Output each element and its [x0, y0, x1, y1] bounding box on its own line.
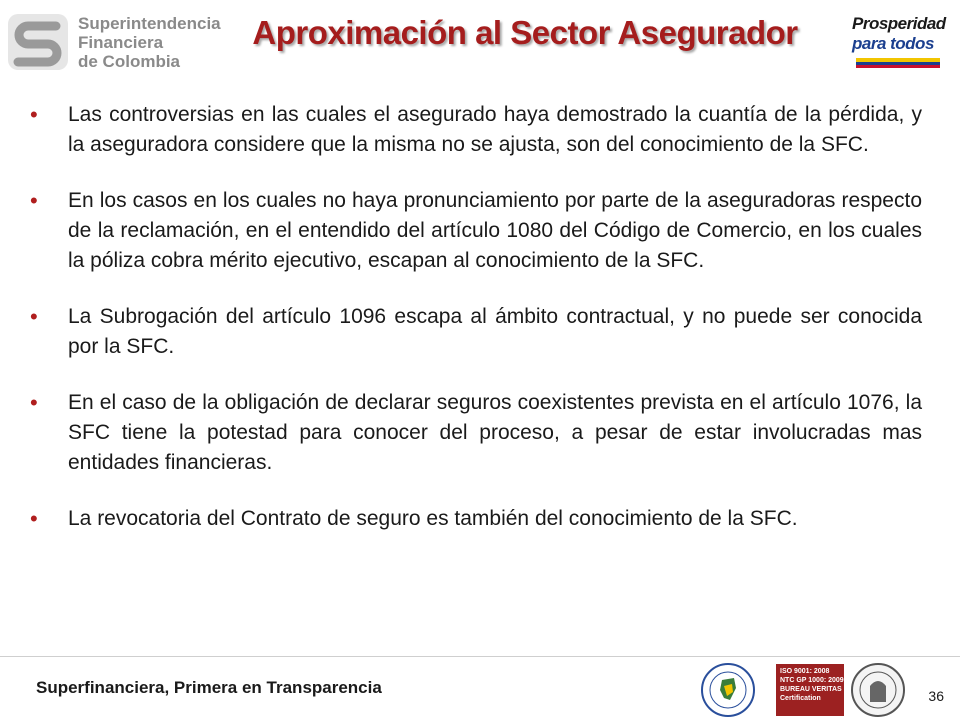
- prosperidad-logo: [850, 6, 946, 76]
- footer-divider: [0, 656, 960, 657]
- sfc-logo-line1: Superintendencia: [78, 14, 221, 33]
- sfc-logo-line3: de Colombia: [78, 52, 181, 71]
- prosperidad-logo-line1: Prosperidad: [852, 14, 946, 33]
- bullet-dot-icon: •: [30, 188, 38, 213]
- cert-line3: BUREAU VERITAS: [780, 686, 842, 693]
- sfc-logo-line2: Financiera: [78, 33, 164, 52]
- cert-line2: NTC GP 1000: 2009: [780, 677, 844, 684]
- bullet-dot-icon: •: [30, 304, 38, 329]
- colombia-flag-stripes-icon: [856, 58, 940, 68]
- iso-certification-badge: [776, 664, 844, 716]
- cert-line4: Certification: [780, 695, 821, 702]
- bullet-item: [30, 388, 922, 478]
- bullet-text: En los casos en los cuales no haya pronunciamiento por parte de la aseguradoras respecto de la reclamación, en el entendido del artículo 1080 del Código de Comercio, en los cuales la póliza cobra mérito ejecutivo, escapan al conocimiento de la SFC.: [68, 189, 922, 272]
- bullet-text: Las controversias en las cuales el asegurado haya demostrado la cuantía de la pérdida, y la aseguradora considere que la misma no se ajusta, son del conocimiento de la SFC.: [68, 103, 922, 156]
- bullet-text: En el caso de la obligación de declarar seguros coexistentes prevista en el artículo 1076, la SFC tiene la potestad para conocer del proceso, a pesar de estar involucradas mas entidades financieras.: [68, 391, 922, 474]
- bullet-item: [30, 186, 922, 276]
- slide-title: Aproximación al Sector Asegurador: [252, 14, 798, 51]
- bullet-item: [30, 504, 922, 534]
- sfc-logo-text: [78, 14, 221, 71]
- bullet-dot-icon: •: [30, 102, 38, 127]
- bullet-item: [30, 302, 922, 362]
- bullet-list: [30, 100, 922, 534]
- bullet-dot-icon: •: [30, 506, 38, 531]
- footer-tagline: Superfinanciera, Primera en Transparencia: [36, 678, 382, 697]
- slide-content: [30, 100, 922, 560]
- sfc-logo: [6, 10, 221, 74]
- prosperidad-logo-line2: para todos: [852, 34, 934, 53]
- bullet-text: La revocatoria del Contrato de seguro es también del conocimiento de la SFC.: [68, 507, 798, 530]
- bullet-dot-icon: •: [30, 390, 38, 415]
- bureau-veritas-seal-icon: [850, 662, 906, 718]
- sfc-s-logo-icon: [6, 10, 70, 74]
- bullet-item: [30, 100, 922, 160]
- page-number: 36: [928, 688, 944, 704]
- cert-line1: ISO 9001: 2008: [780, 668, 830, 675]
- bullet-text: La Subrogación del artículo 1096 escapa al ámbito contractual, y no puede ser conocida por la SFC.: [68, 305, 922, 358]
- quality-seal-icon: [700, 662, 756, 718]
